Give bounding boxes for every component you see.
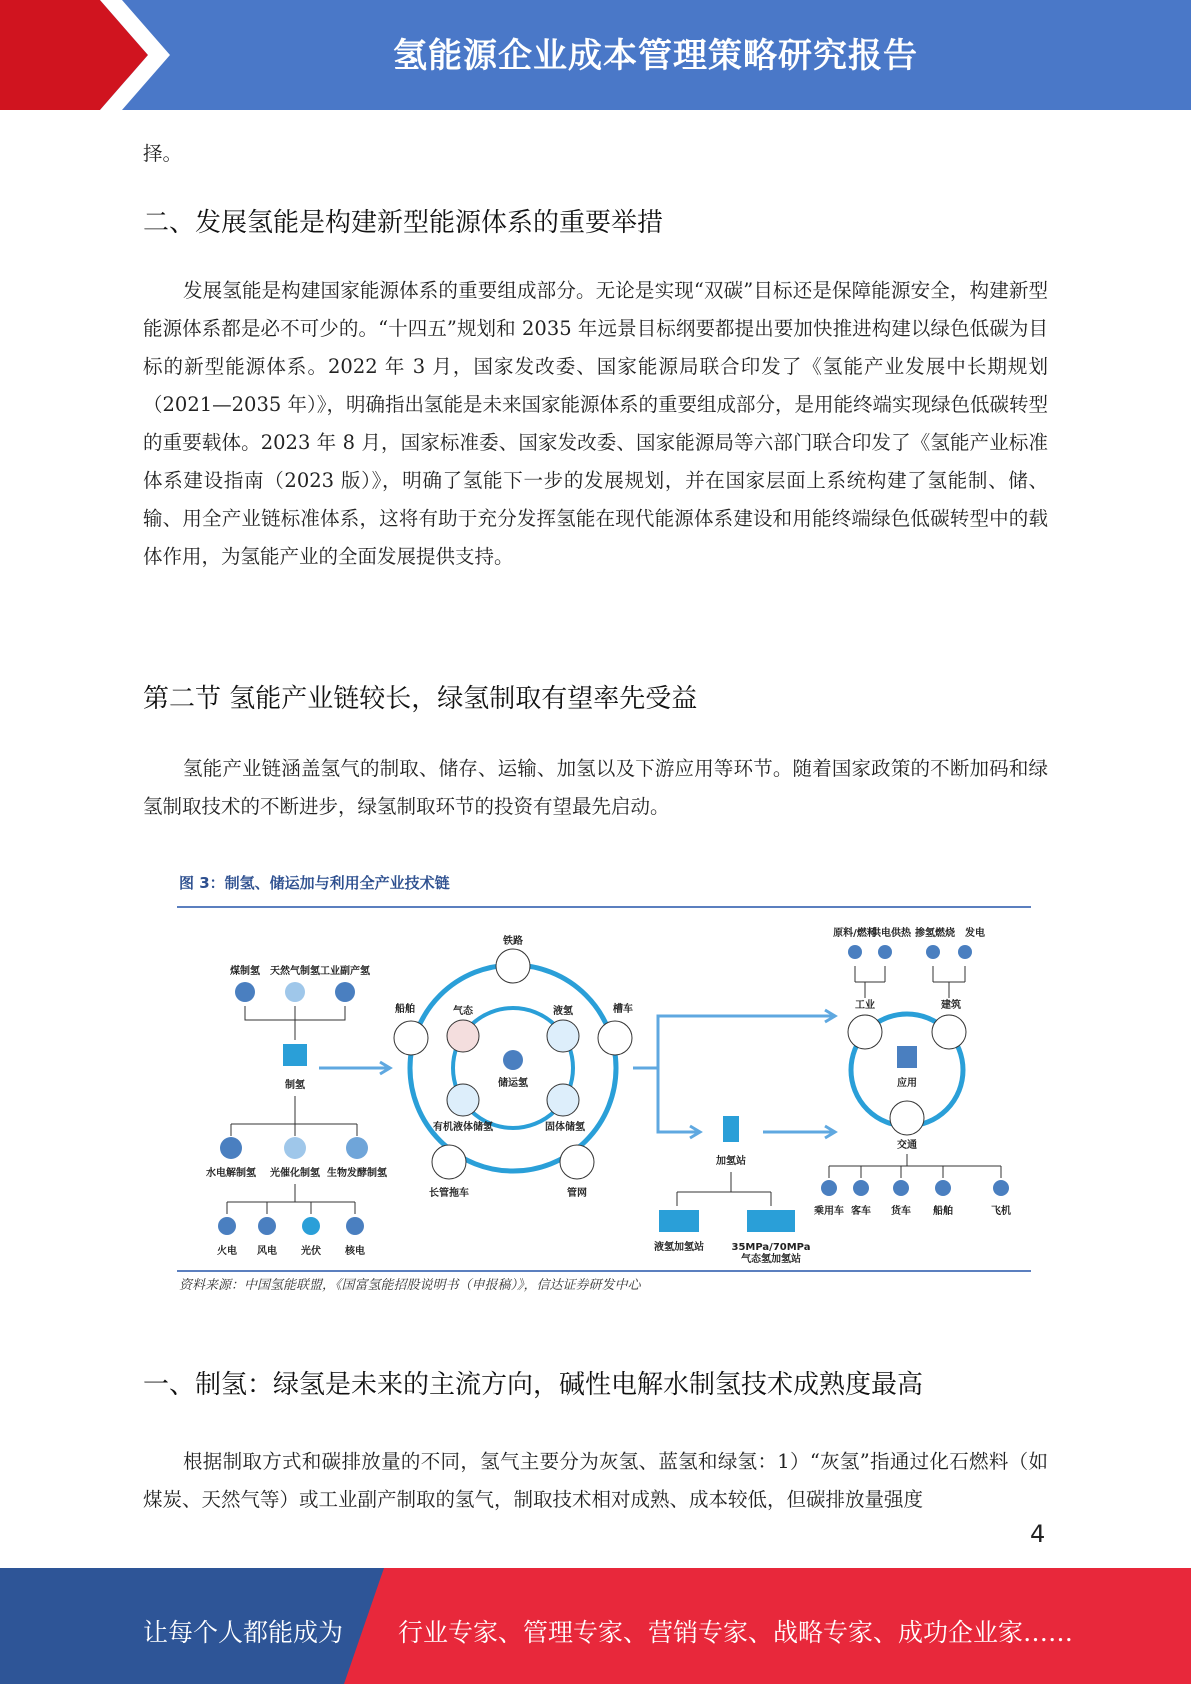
svg-text:制氢: 制氢 — [285, 1080, 305, 1091]
svg-text:气态氢加氢站: 气态氢加氢站 — [741, 1254, 801, 1265]
svg-text:飞机: 飞机 — [991, 1206, 1011, 1217]
section-heading-1: 二、发展氢能是构建新型能源体系的重要举措 — [143, 208, 664, 238]
storage-ring — [394, 934, 633, 1199]
svg-text:水电解制氢: 水电解制氢 — [206, 1168, 256, 1179]
paragraph-2: 氢能产业链涵盖氢气的制取、储存、运输、加氢以及下游应用等环节。随着国家政策的不断加码和绿氢制取技术的不断进步，绿氢制取环节的投资有望最先启动。 — [143, 757, 1048, 818]
svg-text:乘用车: 乘用车 — [814, 1206, 844, 1217]
svg-text:有机液体储氢: 有机液体储氢 — [433, 1122, 493, 1133]
svg-text:槽车: 槽车 — [613, 1004, 633, 1015]
continued-paragraph: 择。 — [143, 142, 183, 165]
svg-text:加氢站: 加氢站 — [716, 1156, 746, 1167]
svg-text:35MPa/70MPa: 35MPa/70MPa — [731, 1242, 811, 1253]
footer-slogan-left: 让每个人都能成为 — [143, 1618, 344, 1647]
svg-text:生物发酵制氢: 生物发酵制氢 — [327, 1168, 387, 1179]
svg-text:管网: 管网 — [567, 1188, 587, 1199]
page-number: 4 — [1030, 1520, 1046, 1548]
svg-text:铁路: 铁路 — [503, 936, 523, 947]
figure-top-rule — [177, 906, 1031, 908]
production-hub — [206, 1044, 387, 1257]
svg-text:应用: 应用 — [897, 1078, 917, 1089]
svg-text:供电供热: 供电供热 — [871, 928, 911, 939]
svg-text:液氢: 液氢 — [553, 1006, 573, 1017]
paragraph-1: 发展氢能是构建国家能源体系的重要组成部分。无论是实现“双碳”目标还是保障能源安全，构建新型能源体系都是必不可少的。“十四五”规划和 2035 年远景目标纲要都提出要加快推进构建以绿色低碳为目标的新型能源体系。2022 年 3 月，国家发改委、国家能源局联合印发了《氢能产业发展中长期规划（2021—2035 年）》，明确指出氢能是未来国家能源体系的重要组成部分，是用能终端实现绿色低碳转型的重要载体。2023 年 8 月，国家标准委、国家发改委、国家能源局等六部门联合印发了《氢能产业标准体系建设指南（2023 版）》，明确了氢能下一步的发展规划，并在国家层面上系统构建了氢能制、储、输、用全产业链标准体系，这将有助于充分发挥氢能在现代能源体系建设和用能终端绿色低碳转型中的载体作用，为氢能产业的全面发展提供支持。 — [143, 279, 1048, 568]
footer-slogan-right: 行业专家、管理专家、营销专家、战略专家、成功企业家…… — [398, 1618, 1074, 1647]
svg-text:固体储氢: 固体储氢 — [545, 1122, 585, 1133]
application-ring — [814, 926, 1011, 1217]
svg-text:液氢加氢站: 液氢加氢站 — [654, 1242, 704, 1253]
svg-text:建筑: 建筑 — [941, 1000, 961, 1011]
svg-text:气态: 气态 — [453, 1006, 473, 1017]
page-header — [0, 0, 1191, 110]
figure-title: 图 3：制氢、储运加与利用全产业技术链 — [179, 874, 450, 892]
svg-text:船舶: 船舶 — [933, 1206, 953, 1217]
hydrogen-station — [654, 1116, 811, 1265]
svg-text:天然气制氢: 天然气制氢 — [270, 966, 320, 977]
section-heading-2: 第二节 氢能产业链较长，绿氢制取有望率先受益 — [143, 684, 698, 714]
svg-text:客车: 客车 — [851, 1206, 871, 1217]
svg-text:工业: 工业 — [855, 1000, 875, 1011]
svg-text:火电: 火电 — [217, 1246, 237, 1257]
production-sources — [230, 964, 370, 1040]
svg-text:交通: 交通 — [897, 1140, 917, 1151]
svg-text:煤制氢: 煤制氢 — [230, 966, 260, 977]
industry-chain-figure — [143, 852, 1048, 1302]
page-footer — [0, 1568, 1191, 1684]
svg-text:长管拖车: 长管拖车 — [429, 1188, 469, 1199]
svg-text:储运氢: 储运氢 — [498, 1078, 528, 1089]
report-title: 氢能源企业成本管理策略研究报告 — [393, 36, 918, 76]
paragraph-3: 根据制取方式和碳排放量的不同，氢气主要分为灰氢、蓝氢和绿氢：1）“灰氢”指通过化石燃料（如煤炭、天然气等）或工业副产制取的氢气，制取技术相对成熟、成本较低，但碳排放量强度 — [143, 1450, 1048, 1511]
svg-text:工业副产氢: 工业副产氢 — [320, 966, 370, 977]
svg-text:原料/燃料: 原料/燃料 — [833, 928, 877, 939]
figure-source: 资料来源：中国氢能联盟，《国富氢能招股说明书（申报稿）》，信达证券研发中心 — [179, 1278, 641, 1293]
svg-text:货车: 货车 — [891, 1206, 911, 1217]
svg-text:光催化制氢: 光催化制氢 — [270, 1168, 320, 1179]
svg-text:发电: 发电 — [965, 928, 985, 939]
svg-text:船舶: 船舶 — [395, 1004, 415, 1015]
arrow-to-storage — [319, 1062, 390, 1074]
svg-text:核电: 核电 — [345, 1246, 365, 1257]
svg-text:掺氢燃烧: 掺氢燃烧 — [915, 928, 955, 939]
section-heading-3: 一、制氢：绿氢是未来的主流方向，碱性电解水制氢技术成熟度最高 — [143, 1370, 924, 1400]
industry-chain-diagram — [143, 910, 1048, 1310]
figure-bottom-rule — [177, 1270, 1031, 1272]
svg-text:风电: 风电 — [257, 1246, 277, 1257]
svg-text:光伏: 光伏 — [301, 1246, 321, 1257]
